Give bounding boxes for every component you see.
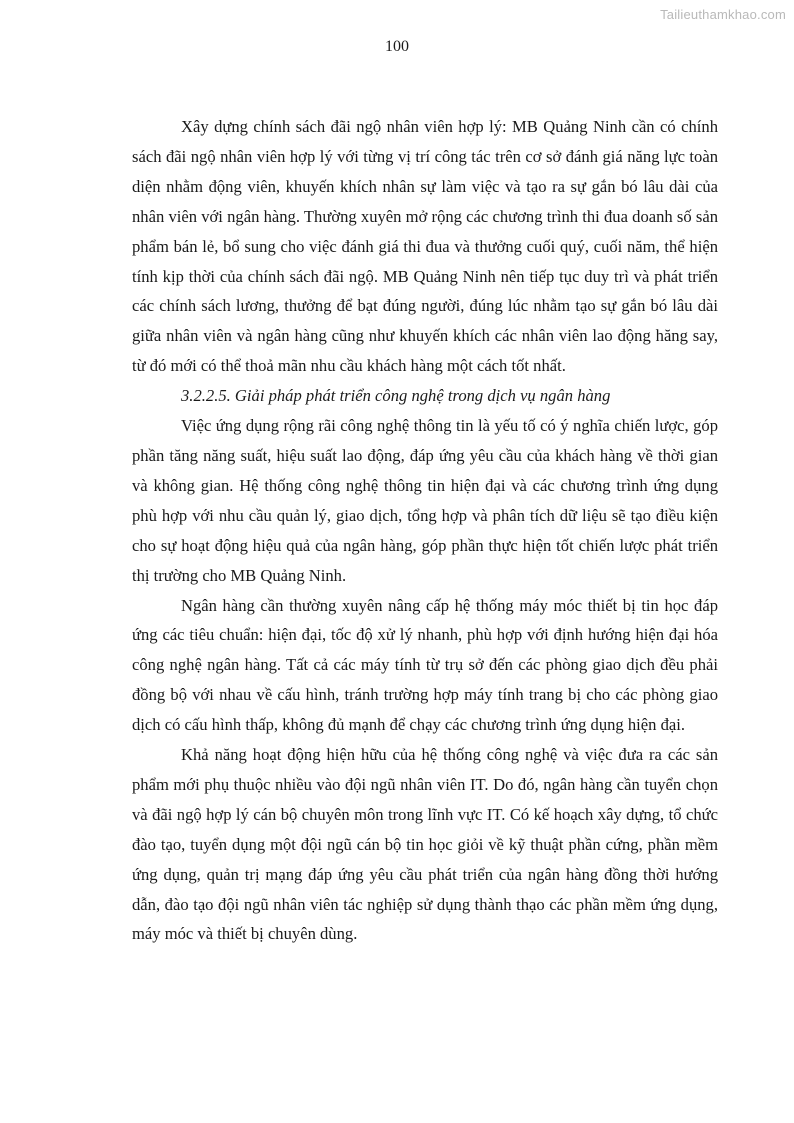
paragraph-it-staff: Khả năng hoạt động hiện hữu của hệ thống công nghệ và việc đưa ra các sản phẩm mới phụ thuộc nhiều vào đội ngũ nhân viên IT. Do đó, ngân hàng cần tuyển chọn và đãi ngộ hợp lý cán bộ chuyên môn trong lĩnh vực IT. Có kế hoạch xây dựng, tổ chức đào tạo, tuyển dụng một đội ngũ cán bộ tin học giỏi về kỹ thuật phần cứng, phần mềm ứng dụng, quản trị mạng đáp ứng yêu cầu phát triển của ngân hàng đồng thời hướng dẫn, đào tạo đội ngũ nhân viên tác nghiệp sử dụng thành thạo các phần mềm ứng dụng, máy móc và thiết bị chuyên dùng. [132, 745, 718, 944]
document-body [132, 112, 718, 949]
paragraph-hardware-upgrade: Ngân hàng cần thường xuyên nâng cấp hệ thống máy móc thiết bị tin học đáp ứng các tiêu chuẩn: hiện đại, tốc độ xử lý nhanh, phù hợp với định hướng hiện đại hóa công nghệ ngân hàng. Tất cả các máy tính từ trụ sở đến các phòng giao dịch đều phải đồng bộ với nhau về cấu hình, tránh trường hợp máy tính trang bị cho các phòng giao dịch có cấu hình thấp, không đủ mạnh để chạy các chương trình ứng dụng hiện đại. [132, 595, 718, 735]
section-heading: 3.2.2.5. Giải pháp phát triển công nghệ trong dịch vụ ngân hàng [181, 386, 611, 406]
page-number: 100 [385, 38, 409, 55]
watermark: Tailieuthamkhao.com [660, 7, 786, 22]
paragraph-compensation-policy: Xây dựng chính sách đãi ngộ nhân viên hợp lý: MB Quảng Ninh cần có chính sách đãi ngộ nhân viên hợp lý với từng vị trí công tác trên cơ sở đánh giá năng lực toàn diện nhằm động viên, khuyến khích nhân sự làm việc và tạo ra sự gắn bó lâu dài của nhân viên với ngân hàng. Thường xuyên mở rộng các chương trình thi đua doanh số sản phẩm bán lẻ, bổ sung cho việc đánh giá thi đua và thưởng cuối quý, cuối năm, thể hiện tính kịp thời của chính sách đãi ngộ. MB Quảng Ninh nên tiếp tục duy trì và phát triển các chính sách lương, thưởng để bạt đúng người, đúng lúc nhằm tạo sự gắn bó lâu dài giữa nhân viên và ngân hàng cũng như khuyến khích các nhân viên lao động hăng say, từ đó mới có thể thoả mãn nhu cầu khách hàng một cách tốt nhất. [132, 117, 718, 376]
paragraph-it-strategy: Việc ứng dụng rộng rãi công nghệ thông tin là yếu tố có ý nghĩa chiến lược, góp phần tăng năng suất, hiệu suất lao động, đáp ứng yêu cầu của khách hàng về thời gian và không gian. Hệ thống công nghệ thông tin hiện đại và các chương trình ứng dụng phù hợp với nhu cầu quản lý, giao dịch, tổng hợp và phân tích dữ liệu sẽ tạo điều kiện cho sự hoạt động hiệu quả của ngân hàng, góp phần thực hiện tốt chiến lược phát triển thị trường cho MB Quảng Ninh. [132, 416, 718, 585]
